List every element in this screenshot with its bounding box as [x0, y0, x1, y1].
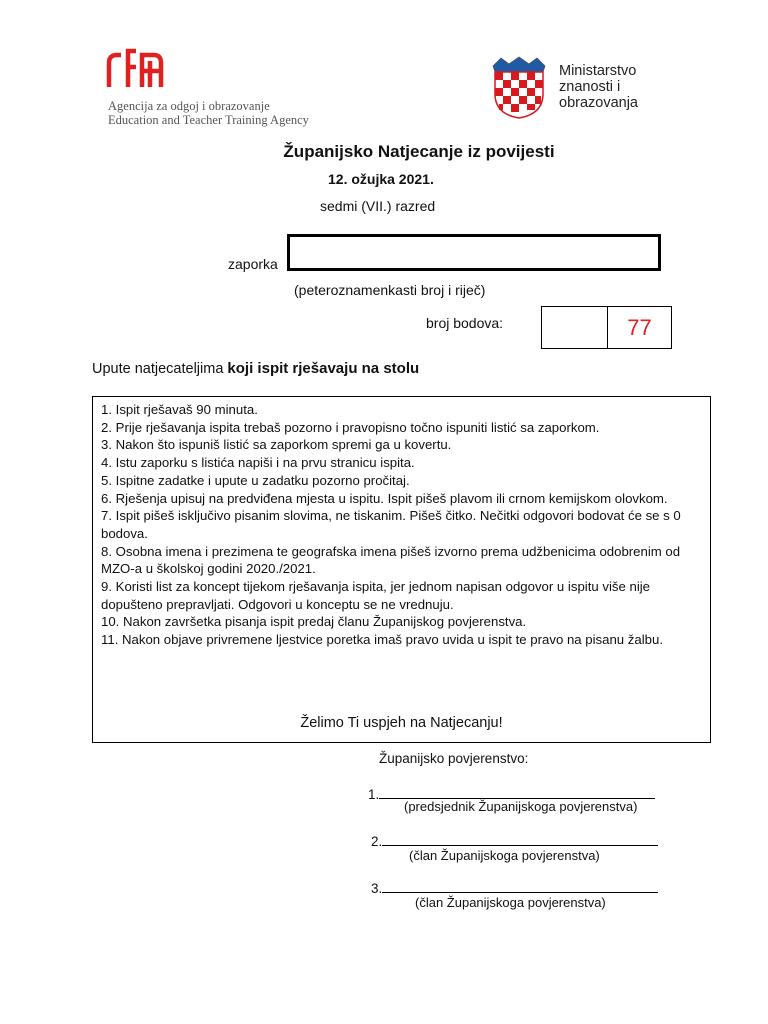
- points-empty-cell: [542, 307, 608, 348]
- zaporka-label: zaporka: [228, 256, 278, 272]
- ministry-line: znanosti i: [559, 79, 621, 95]
- exam-title: Županijsko Natjecanje iz povijesti: [283, 142, 555, 161]
- ministry-name: [559, 63, 638, 111]
- signature-number: 2.: [371, 834, 383, 849]
- instruction-item: 4. Istu zaporku s listića napiši i na prvu stranicu ispita.: [101, 455, 415, 471]
- instruction-item: 1. Ispit rješavaš 90 minuta.: [101, 402, 258, 417]
- good-luck-message: Želimo Ti uspjeh na Natjecanju!: [300, 715, 503, 731]
- agency-name-hr: Agencija za odgoj i obrazovanje: [108, 99, 270, 113]
- instruction-item: 9. Koristi list za koncept tijekom rješavanja ispita, jer jednom napisan odgovor u ispitu više nije dopušteno prepravljati. Odgovori u konceptu se ne vrednuju.: [101, 579, 651, 612]
- signature-role-2: (član Županijskoga povjerenstva): [409, 848, 600, 863]
- instructions-heading-bold: koji ispit rješavaju na stolu: [227, 360, 420, 377]
- signature-line-2[interactable]: [371, 833, 658, 849]
- agency-name-en: Education and Teacher Training Agency: [108, 113, 309, 127]
- zaporka-field[interactable]: [287, 234, 661, 271]
- signature-number: 3.: [371, 881, 383, 896]
- instruction-item: 7. Ispit pišeš isključivo pisanim slovima, ne tiskanim. Pišeš čitko. Nečitki odgovori bodovat će se s 0 bodova.: [101, 508, 681, 541]
- instruction-item: 2. Prije rješavanja ispita trebaš pozorno i pravopisno točno ispuniti listić sa zaporkom.: [101, 419, 600, 435]
- ministry-line: Ministarstvo: [559, 63, 637, 79]
- signature-underline: [379, 786, 655, 799]
- zaporka-hint: (peteroznamenkasti broj i riječ): [294, 282, 486, 298]
- points-label: broj bodova:: [426, 315, 504, 331]
- committee-heading: Županijsko povjerenstvo:: [379, 751, 529, 766]
- points-box: [541, 306, 672, 349]
- ministry-line: obrazovanja: [559, 95, 638, 111]
- points-value: 77: [627, 314, 652, 340]
- signature-underline: [382, 880, 658, 893]
- instructions-heading-normal: Upute natjecateljima: [92, 361, 228, 377]
- signature-underline: [382, 833, 658, 846]
- instructions-heading: [92, 360, 419, 377]
- instruction-item: 6. Rješenja upisuj na predviđena mjesta u ispitu. Ispit pišeš plavom ili crnom kemijskom olovkom.: [101, 490, 668, 506]
- instruction-item: 8. Osobna imena i prezimena te geografska imena pišeš izvorno prema udžbenicima odobrenim od MZO-a u školskoj godini 2020./2021.: [101, 543, 681, 577]
- instruction-item: 10. Nakon završetka pisanja ispit predaj članu Županijskog povjerenstva.: [101, 614, 527, 630]
- signature-role-3: (član Županijskoga povjerenstva): [415, 895, 606, 910]
- exam-date: 12. ožujka 2021.: [328, 171, 434, 187]
- signature-number: 1.: [368, 787, 380, 802]
- agency-logo-icon: [106, 47, 164, 89]
- signature-line-3[interactable]: [371, 880, 658, 896]
- signature-role-1: (predsjednik Županijskoga povjerenstva): [404, 799, 638, 814]
- exam-grade: sedmi (VII.) razred: [320, 198, 436, 214]
- instruction-item: 5. Ispitne zadatke i upute u zadatku pozorno pročitaj.: [101, 472, 410, 488]
- instruction-item: 3. Nakon što ispuniš listić sa zaporkom spremi ga u kovertu.: [101, 437, 452, 453]
- instruction-item: 11. Nakon objave privremene ljestvice poretka imaš pravo uvida u ispit te pravo na pisanu žalbu.: [101, 632, 663, 648]
- instructions-box: [92, 396, 711, 743]
- coat-of-arms-icon: [487, 54, 551, 120]
